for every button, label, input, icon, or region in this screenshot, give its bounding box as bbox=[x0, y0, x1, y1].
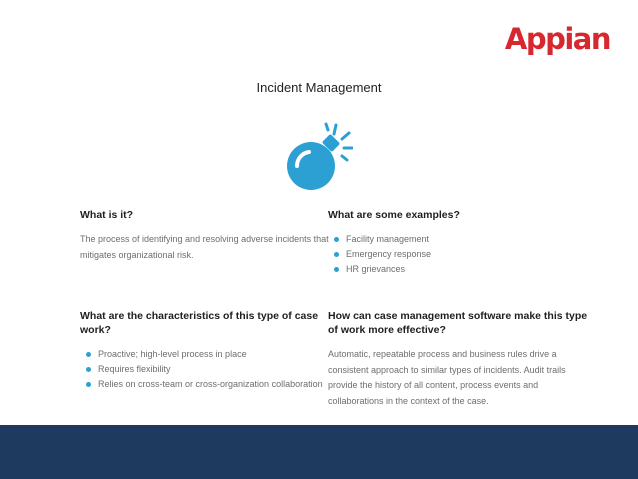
section-heading: What is it? bbox=[80, 209, 134, 221]
section-heading: What are some examples? bbox=[328, 209, 460, 221]
examples-section bbox=[328, 208, 588, 277]
case-management-section bbox=[328, 309, 588, 409]
appian-logo: Appian bbox=[504, 22, 610, 56]
list-item: Emergency response bbox=[328, 247, 588, 262]
what-is-it-section bbox=[80, 208, 340, 263]
footer-band bbox=[0, 425, 638, 479]
list-item: Facility management bbox=[328, 232, 588, 247]
section-body: The process of identifying and resolving adverse incidents that mitigates organizational risk. bbox=[80, 234, 329, 260]
examples-list bbox=[328, 232, 588, 277]
section-body: Automatic, repeatable process and business rules drive a consistent approach to similar types of incidents. Audit trails provide the history of all content, process events and collaborations in the context of the case. bbox=[328, 349, 566, 406]
section-heading: What are the characteristics of this type of case work? bbox=[80, 310, 319, 336]
characteristics-section bbox=[80, 309, 340, 392]
bomb-icon bbox=[283, 120, 353, 192]
section-heading: How can case management software make this type of work more effective? bbox=[328, 310, 588, 336]
page-title: Incident Management bbox=[256, 80, 382, 95]
characteristics-list bbox=[80, 347, 340, 392]
list-item: Proactive; high-level process in place bbox=[80, 347, 340, 362]
list-item: Relies on cross-team or cross-organization collaboration bbox=[80, 377, 340, 392]
list-item: HR grievances bbox=[328, 262, 588, 277]
list-item: Requires flexibility bbox=[80, 362, 340, 377]
